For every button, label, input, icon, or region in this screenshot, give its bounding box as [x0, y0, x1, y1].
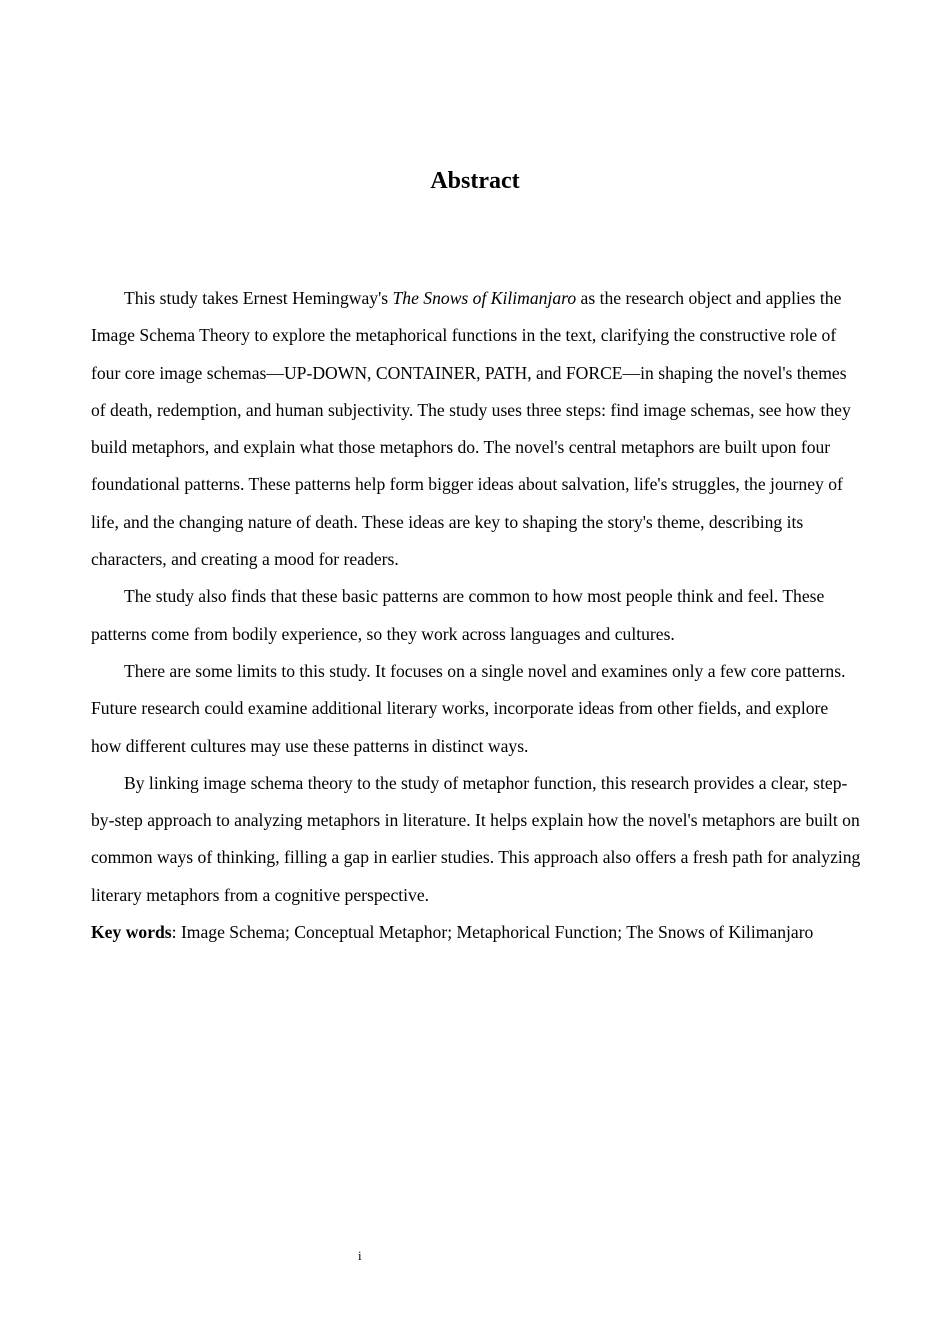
paragraph-1-intro: This study takes Ernest Hemingway's — [124, 288, 393, 308]
abstract-paragraph-1 — [91, 280, 861, 578]
keywords-line — [91, 914, 861, 951]
page-number: i — [358, 1248, 362, 1263]
keywords-label: Key words — [91, 922, 172, 943]
abstract-paragraph-3: There are some limits to this study. It focuses on a single novel and examines only a few core patterns. Future research could examine additional literary works, incorporate ideas from other fields, and explore how different cultures may use these patterns in distinct ways. — [91, 660, 846, 756]
abstract-paragraph-2: The study also finds that these basic patterns are common to how most people think and feel. These patterns come from bodily experience, so they work across languages and cultures. — [91, 586, 825, 644]
page-title: Abstract — [430, 168, 520, 194]
paragraph-1-rest: as the research object and applies the Image Schema Theory to explore the metaphorical functions in the text, clarifying the constructive role of four core image schemas—UP-DOWN, CONTAINER, PATH, and FORCE—in shaping the novel's themes of death, redemption, and human subjectivity. The study uses three steps: find image schemas, see how they build metaphors, and explain what those metaphors do. The novel's central metaphors are built upon four foundational patterns. These patterns help form bigger ideas about salvation, life's struggles, the journey of life, and the changing nature of death. These ideas are key to shaping the story's theme, describing its characters, and creating a mood for readers. — [91, 288, 851, 570]
keywords-terms: Image Schema; Conceptual Metaphor; Metaphorical Function; The Snows of Kilimanjaro — [180, 922, 814, 943]
abstract-body — [91, 280, 861, 951]
keywords-separator: : — [171, 922, 181, 943]
work-title: The Snows of Kilimanjaro — [392, 288, 577, 308]
abstract-paragraph-4: By linking image schema theory to the study of metaphor function, this research provides a clear, step-by-step approach to analyzing metaphors in literature. It helps explain how the novel's metaphors are built on common ways of thinking, filling a gap in earlier studies. This approach also offers a fresh path for analyzing literary metaphors from a cognitive perspective. — [91, 772, 861, 905]
